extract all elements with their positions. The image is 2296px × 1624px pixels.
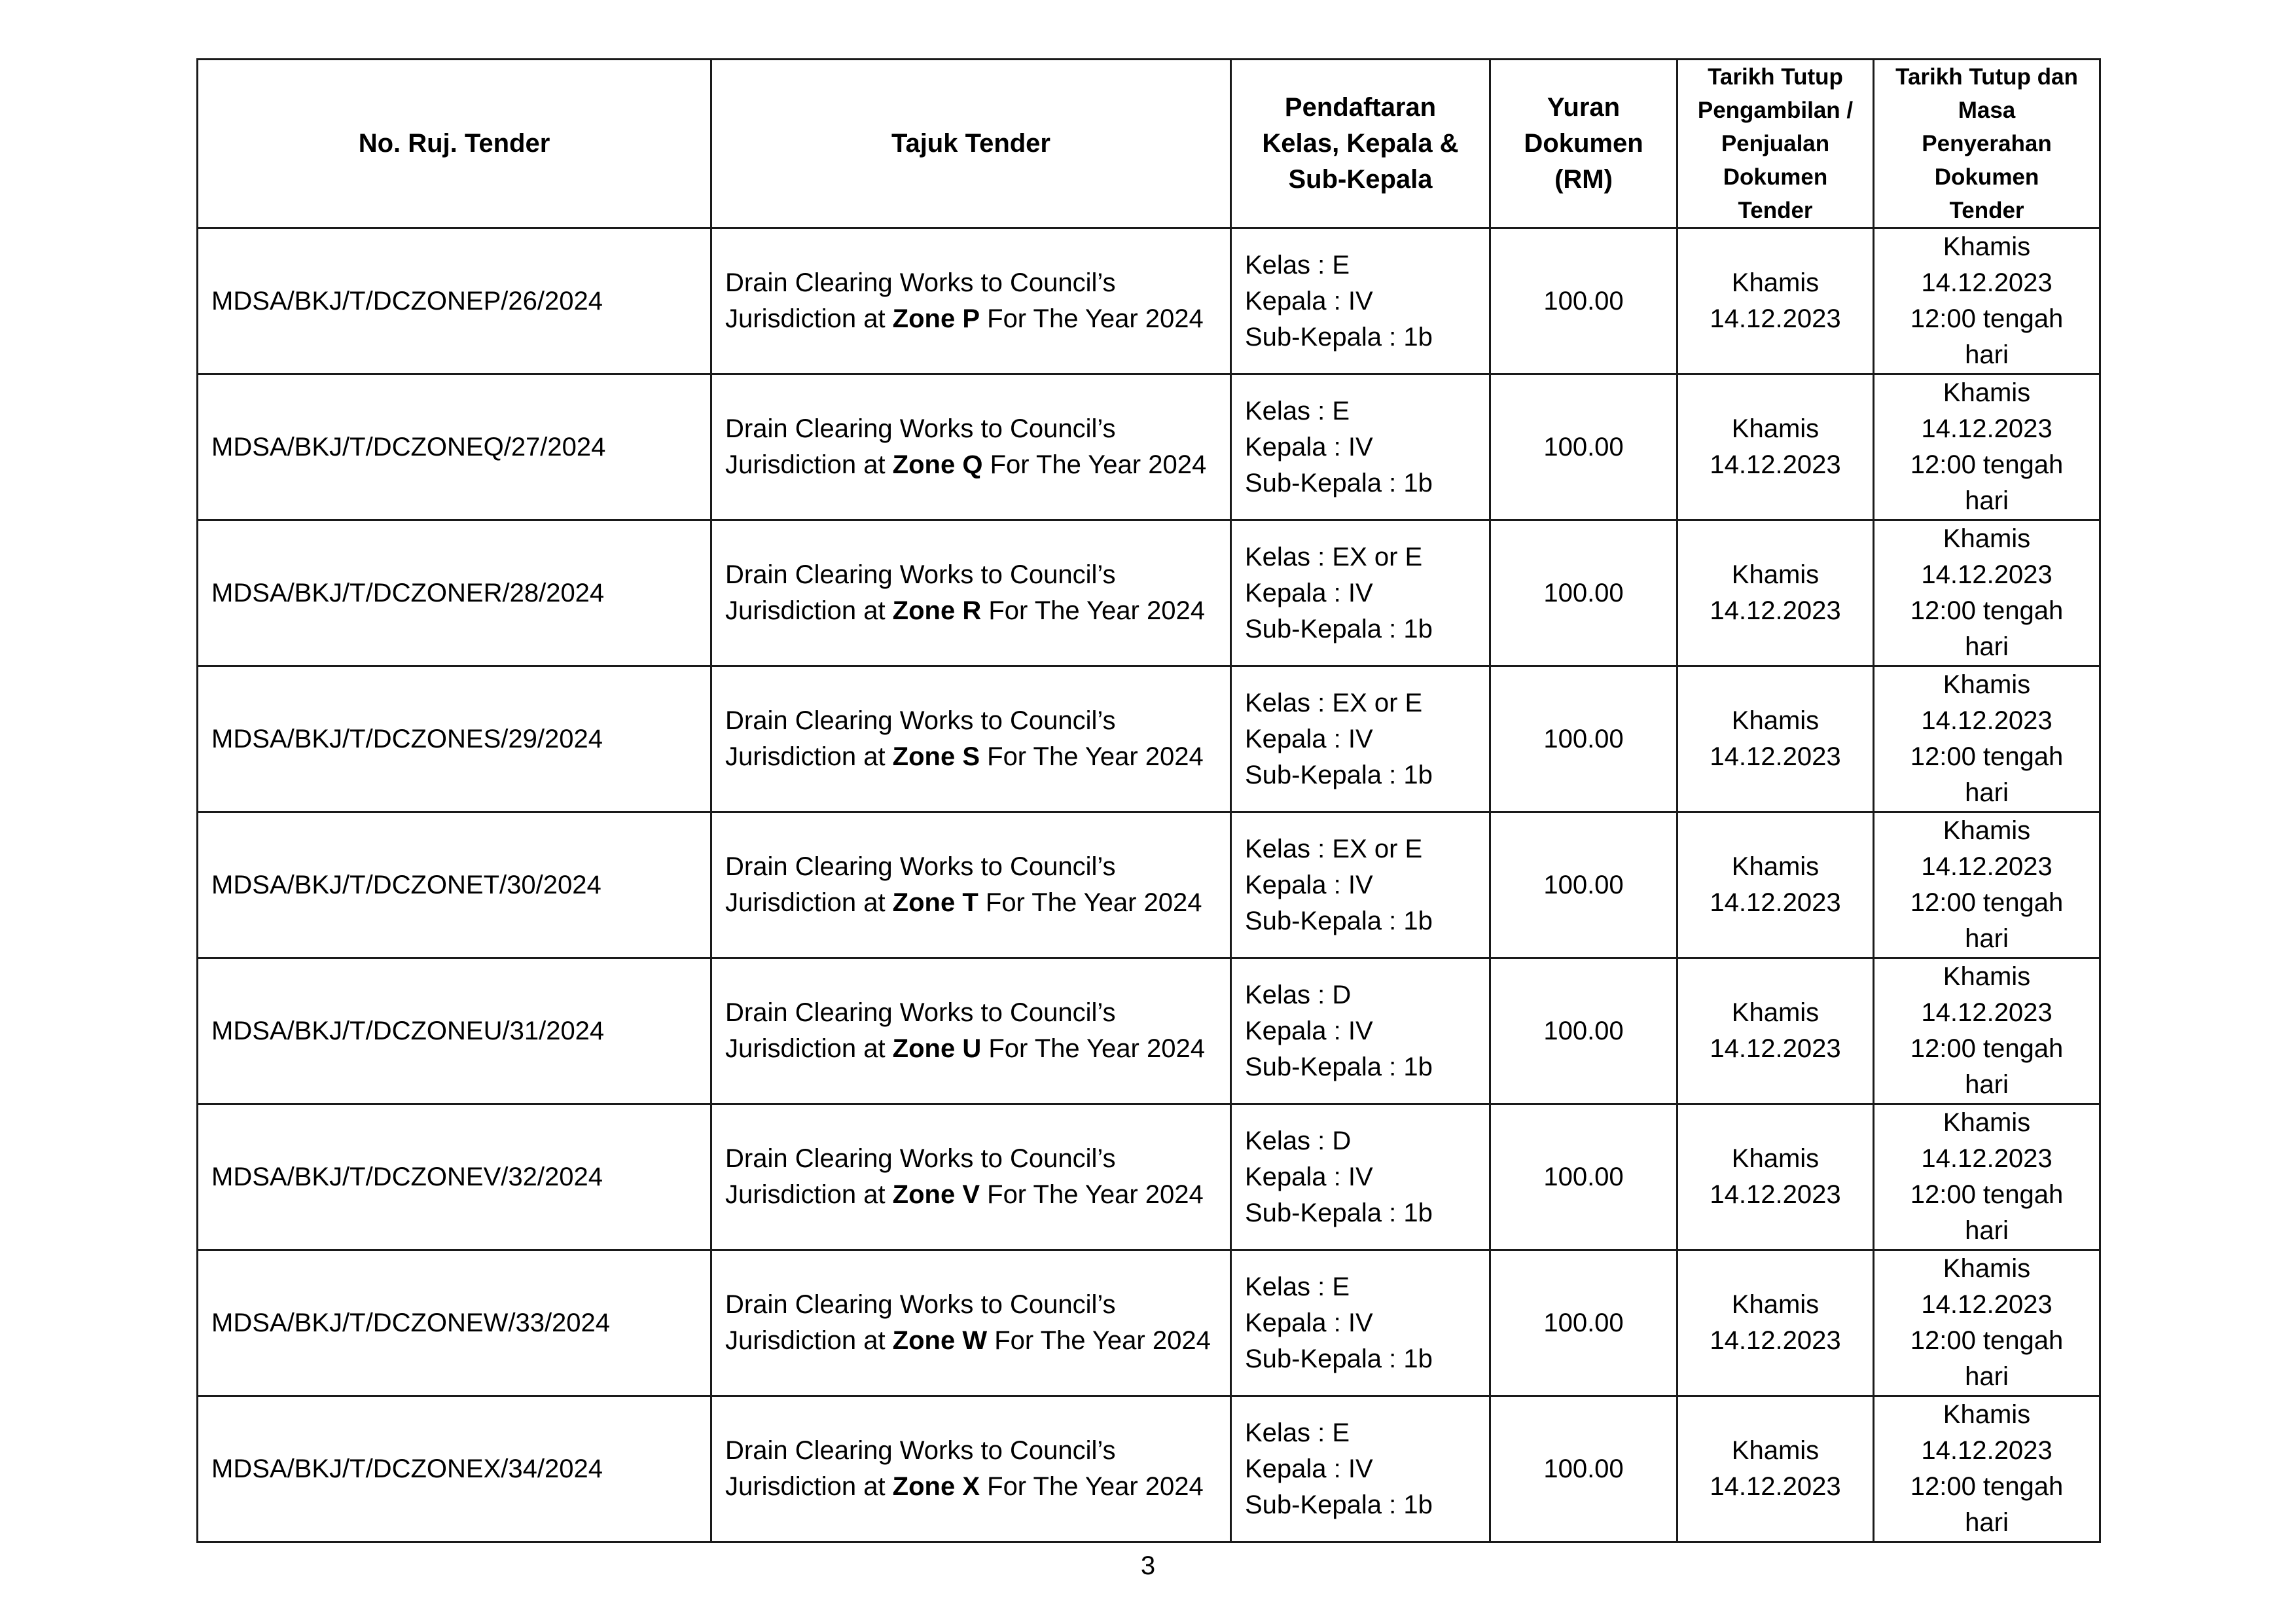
submission-date: 14.12.2023	[1921, 706, 2053, 735]
title-text: Drain Clearing Works to Council’s Jurisdiction at	[725, 706, 1116, 771]
fee-cell: 100.00	[1490, 812, 1677, 958]
submission-day: Khamis	[1943, 378, 2031, 407]
fee-cell: 100.00	[1490, 666, 1677, 812]
title-text: Drain Clearing Works to Council’s Jurisdiction at	[725, 998, 1116, 1063]
title-text: For The Year 2024	[978, 888, 1202, 917]
tender-table	[196, 58, 2101, 1543]
kepala-value: Kepala : IV	[1245, 724, 1373, 753]
submission-date: 14.12.2023	[1921, 1144, 2053, 1173]
header-registration-line: Sub-Kepala	[1288, 165, 1433, 194]
table-body	[198, 228, 2100, 1542]
submission-date: 14.12.2023	[1921, 1290, 2053, 1319]
collection-close-cell	[1677, 958, 1874, 1104]
header-submission-close	[1874, 60, 2100, 228]
header-registration	[1231, 60, 1490, 228]
sub-kepala-value: Sub-Kepala : 1b	[1245, 1198, 1433, 1227]
fee-cell: 100.00	[1490, 1104, 1677, 1250]
header-submission-line: Tarikh Tutup dan	[1895, 64, 2078, 90]
ref-no-cell: MDSA/BKJ/T/DCZONES/29/2024	[198, 666, 711, 812]
ref-no-cell: MDSA/BKJ/T/DCZONEV/32/2024	[198, 1104, 711, 1250]
submission-date: 14.12.2023	[1921, 998, 2053, 1027]
table-row	[198, 666, 2100, 812]
collection-day: Khamis	[1731, 998, 1820, 1027]
header-collection-line: Pengambilan /	[1697, 98, 1854, 123]
fee-cell: 100.00	[1490, 374, 1677, 520]
kepala-value: Kepala : IV	[1245, 1308, 1373, 1337]
header-collection-line: Tender	[1738, 198, 1813, 223]
registration-cell	[1231, 1104, 1490, 1250]
sub-kepala-value: Sub-Kepala : 1b	[1245, 614, 1433, 643]
title-text: For The Year 2024	[980, 304, 1204, 333]
kepala-value: Kepala : IV	[1245, 1162, 1373, 1191]
table-row	[198, 1396, 2100, 1542]
kelas-value: Kelas : EX or E	[1245, 688, 1423, 717]
title-text: For The Year 2024	[980, 1180, 1204, 1209]
zone-label: Zone U	[892, 1034, 982, 1063]
title-text: Drain Clearing Works to Council’s Jurisdiction at	[725, 852, 1116, 917]
kelas-value: Kelas : D	[1245, 980, 1352, 1009]
collection-close-cell	[1677, 1250, 1874, 1396]
title-text: For The Year 2024	[980, 1472, 1204, 1501]
kelas-value: Kelas : EX or E	[1245, 834, 1423, 863]
title-text: For The Year 2024	[981, 1034, 1205, 1063]
zone-label: Zone S	[892, 742, 980, 771]
collection-day: Khamis	[1731, 852, 1820, 881]
collection-close-cell	[1677, 228, 1874, 374]
ref-no-cell: MDSA/BKJ/T/DCZONEP/26/2024	[198, 228, 711, 374]
collection-close-cell	[1677, 374, 1874, 520]
submission-close-cell	[1874, 1104, 2100, 1250]
collection-date: 14.12.2023	[1710, 1034, 1841, 1063]
fee-cell: 100.00	[1490, 1396, 1677, 1542]
header-collection-line: Dokumen	[1723, 164, 1828, 190]
title-cell	[711, 1104, 1231, 1250]
table-row	[198, 812, 2100, 958]
submission-day: Khamis	[1943, 670, 2031, 699]
submission-time: 12:00 tengah hari	[1910, 304, 2064, 369]
kepala-value: Kepala : IV	[1245, 286, 1373, 316]
collection-close-cell	[1677, 1104, 1874, 1250]
collection-close-cell	[1677, 1396, 1874, 1542]
collection-date: 14.12.2023	[1710, 304, 1841, 333]
collection-close-cell	[1677, 520, 1874, 666]
header-title-label: Tajuk Tender	[891, 129, 1050, 158]
title-cell	[711, 1396, 1231, 1542]
sub-kepala-value: Sub-Kepala : 1b	[1245, 1490, 1433, 1519]
collection-date: 14.12.2023	[1710, 742, 1841, 771]
submission-day: Khamis	[1943, 816, 2031, 845]
zone-label: Zone V	[892, 1180, 980, 1209]
registration-cell	[1231, 666, 1490, 812]
kepala-value: Kepala : IV	[1245, 432, 1373, 461]
submission-day: Khamis	[1943, 232, 2031, 261]
sub-kepala-value: Sub-Kepala : 1b	[1245, 760, 1433, 789]
header-registration-line: Kelas, Kepala &	[1262, 129, 1459, 158]
submission-day: Khamis	[1943, 524, 2031, 553]
submission-close-cell	[1874, 666, 2100, 812]
title-text: For The Year 2024	[982, 450, 1207, 479]
header-collection-close	[1677, 60, 1874, 228]
zone-label: Zone P	[892, 304, 980, 333]
fee-cell: 100.00	[1490, 228, 1677, 374]
header-ref-no	[198, 60, 711, 228]
page-number: 3	[1140, 1551, 1156, 1580]
kepala-value: Kepala : IV	[1245, 1016, 1373, 1045]
sub-kepala-value: Sub-Kepala : 1b	[1245, 1052, 1433, 1081]
title-text: Drain Clearing Works to Council’s Jurisdiction at	[725, 560, 1116, 625]
submission-close-cell	[1874, 812, 2100, 958]
zone-label: Zone W	[892, 1326, 988, 1355]
collection-close-cell	[1677, 812, 1874, 958]
submission-time: 12:00 tengah hari	[1910, 450, 2064, 515]
submission-day: Khamis	[1943, 1108, 2031, 1137]
header-submission-line: Dokumen	[1934, 164, 2039, 190]
title-text: Drain Clearing Works to Council’s Jurisdiction at	[725, 414, 1116, 479]
registration-cell	[1231, 1250, 1490, 1396]
title-text: Drain Clearing Works to Council’s Jurisdiction at	[725, 268, 1116, 333]
header-registration-line: Pendaftaran	[1284, 93, 1437, 122]
ref-no-cell: MDSA/BKJ/T/DCZONET/30/2024	[198, 812, 711, 958]
collection-date: 14.12.2023	[1710, 1180, 1841, 1209]
title-text: For The Year 2024	[981, 596, 1205, 625]
submission-day: Khamis	[1943, 1254, 2031, 1283]
title-cell	[711, 812, 1231, 958]
fee-cell: 100.00	[1490, 1250, 1677, 1396]
submission-time: 12:00 tengah hari	[1910, 1034, 2064, 1099]
collection-day: Khamis	[1731, 1436, 1820, 1465]
kepala-value: Kepala : IV	[1245, 1454, 1373, 1483]
submission-date: 14.12.2023	[1921, 414, 2053, 443]
collection-day: Khamis	[1731, 1290, 1820, 1319]
ref-no-cell: MDSA/BKJ/T/DCZONEQ/27/2024	[198, 374, 711, 520]
kelas-value: Kelas : E	[1245, 1418, 1350, 1447]
header-fee-line: Yuran	[1547, 93, 1621, 122]
registration-cell	[1231, 228, 1490, 374]
submission-close-cell	[1874, 228, 2100, 374]
submission-close-cell	[1874, 520, 2100, 666]
submission-date: 14.12.2023	[1921, 1436, 2053, 1465]
submission-time: 12:00 tengah hari	[1910, 1326, 2064, 1391]
collection-day: Khamis	[1731, 414, 1820, 443]
title-text: Drain Clearing Works to Council’s Jurisdiction at	[725, 1290, 1116, 1355]
submission-day: Khamis	[1943, 962, 2031, 991]
table-row	[198, 520, 2100, 666]
registration-cell	[1231, 958, 1490, 1104]
zone-label: Zone X	[892, 1472, 980, 1501]
submission-date: 14.12.2023	[1921, 268, 2053, 297]
collection-day: Khamis	[1731, 560, 1820, 589]
sub-kepala-value: Sub-Kepala : 1b	[1245, 322, 1433, 352]
header-submission-line: Masa	[1958, 98, 2016, 123]
collection-date: 14.12.2023	[1710, 888, 1841, 917]
table-row	[198, 1250, 2100, 1396]
submission-time: 12:00 tengah hari	[1910, 742, 2064, 807]
header-fee	[1490, 60, 1677, 228]
header-collection-line: Tarikh Tutup	[1708, 64, 1843, 90]
header-fee-line: Dokumen	[1524, 129, 1643, 158]
sub-kepala-value: Sub-Kepala : 1b	[1245, 906, 1433, 935]
sub-kepala-value: Sub-Kepala : 1b	[1245, 1344, 1433, 1373]
sub-kepala-value: Sub-Kepala : 1b	[1245, 468, 1433, 497]
zone-label: Zone Q	[892, 450, 983, 479]
kelas-value: Kelas : EX or E	[1245, 542, 1423, 571]
registration-cell	[1231, 812, 1490, 958]
submission-time: 12:00 tengah hari	[1910, 1472, 2064, 1537]
fee-cell: 100.00	[1490, 520, 1677, 666]
submission-close-cell	[1874, 958, 2100, 1104]
title-cell	[711, 374, 1231, 520]
kelas-value: Kelas : E	[1245, 250, 1350, 280]
title-cell	[711, 1250, 1231, 1396]
collection-date: 14.12.2023	[1710, 1472, 1841, 1501]
kelas-value: Kelas : E	[1245, 1272, 1350, 1301]
header-collection-line: Penjualan	[1721, 131, 1830, 156]
header-fee-line: (RM)	[1554, 165, 1613, 194]
table-row	[198, 1104, 2100, 1250]
header-ref-no-label: No. Ruj. Tender	[358, 129, 550, 158]
submission-date: 14.12.2023	[1921, 852, 2053, 881]
title-text: Drain Clearing Works to Council’s Jurisdiction at	[725, 1144, 1116, 1209]
header-submission-line: Penyerahan	[1922, 131, 2052, 156]
submission-close-cell	[1874, 1250, 2100, 1396]
table-row	[198, 958, 2100, 1104]
submission-close-cell	[1874, 1396, 2100, 1542]
collection-date: 14.12.2023	[1710, 1326, 1841, 1355]
ref-no-cell: MDSA/BKJ/T/DCZONEU/31/2024	[198, 958, 711, 1104]
ref-no-cell: MDSA/BKJ/T/DCZONEX/34/2024	[198, 1396, 711, 1542]
title-cell	[711, 520, 1231, 666]
header-submission-line: Tender	[1949, 198, 2024, 223]
ref-no-cell: MDSA/BKJ/T/DCZONEW/33/2024	[198, 1250, 711, 1396]
title-cell	[711, 666, 1231, 812]
table-row	[198, 374, 2100, 520]
zone-label: Zone T	[892, 888, 978, 917]
collection-date: 14.12.2023	[1710, 596, 1841, 625]
collection-close-cell	[1677, 666, 1874, 812]
fee-cell: 100.00	[1490, 958, 1677, 1104]
submission-day: Khamis	[1943, 1400, 2031, 1429]
kepala-value: Kepala : IV	[1245, 870, 1373, 899]
header-title	[711, 60, 1231, 228]
submission-date: 14.12.2023	[1921, 560, 2053, 589]
kelas-value: Kelas : E	[1245, 396, 1350, 425]
title-cell	[711, 958, 1231, 1104]
zone-label: Zone R	[892, 596, 982, 625]
registration-cell	[1231, 520, 1490, 666]
submission-time: 12:00 tengah hari	[1910, 888, 2064, 953]
title-text: For The Year 2024	[987, 1326, 1211, 1355]
collection-date: 14.12.2023	[1710, 450, 1841, 479]
collection-day: Khamis	[1731, 1144, 1820, 1173]
submission-time: 12:00 tengah hari	[1910, 1180, 2064, 1245]
ref-no-cell: MDSA/BKJ/T/DCZONER/28/2024	[198, 520, 711, 666]
registration-cell	[1231, 374, 1490, 520]
kelas-value: Kelas : D	[1245, 1126, 1352, 1155]
table-row	[198, 228, 2100, 374]
title-text: Drain Clearing Works to Council’s Jurisdiction at	[725, 1436, 1116, 1501]
kepala-value: Kepala : IV	[1245, 578, 1373, 607]
registration-cell	[1231, 1396, 1490, 1542]
collection-day: Khamis	[1731, 268, 1820, 297]
submission-close-cell	[1874, 374, 2100, 520]
collection-day: Khamis	[1731, 706, 1820, 735]
title-text: For The Year 2024	[980, 742, 1204, 771]
title-cell	[711, 228, 1231, 374]
table-header-row	[198, 60, 2100, 228]
submission-time: 12:00 tengah hari	[1910, 596, 2064, 661]
